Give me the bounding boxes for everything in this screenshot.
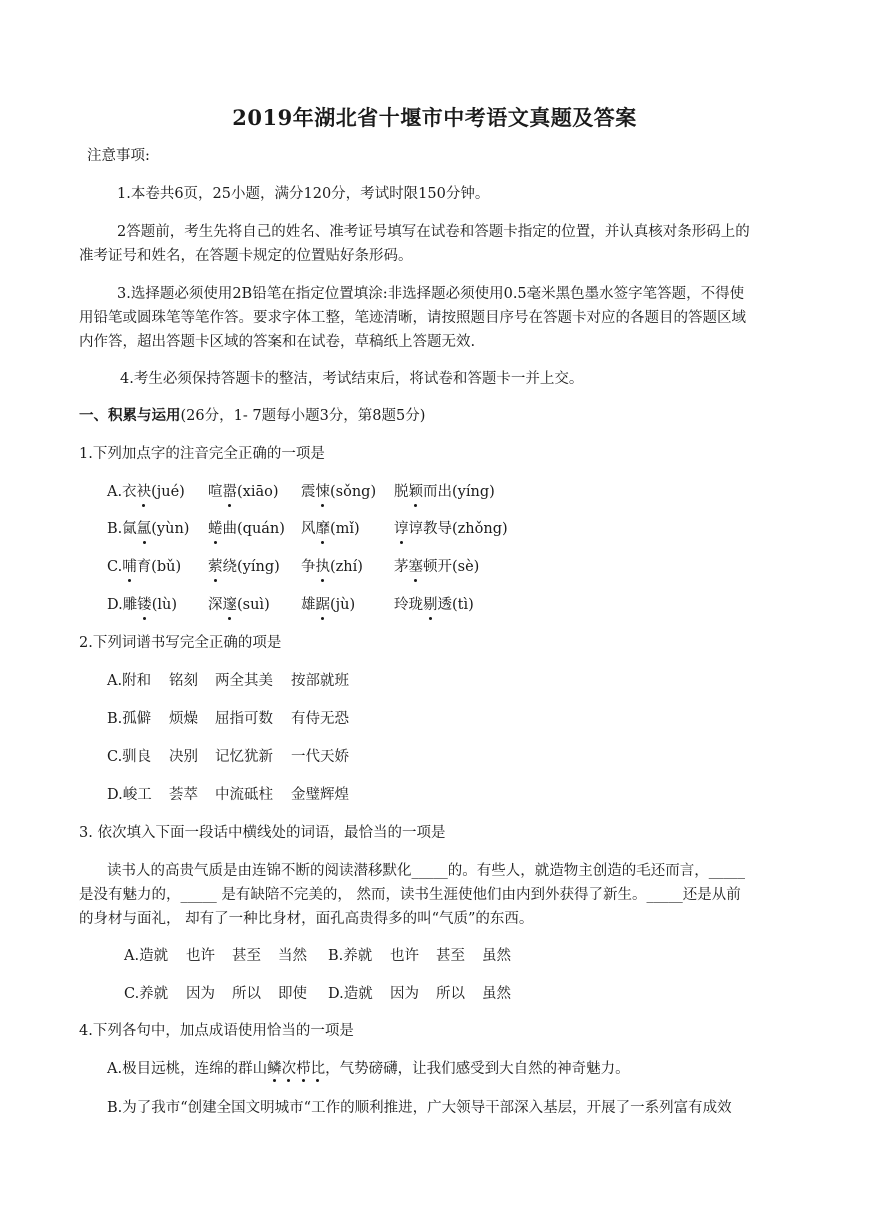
q3-a-2: 也许 — [186, 948, 215, 964]
q2-b-2: 烦燥 — [169, 711, 198, 727]
q2-c-1: C.驯良 — [107, 749, 152, 765]
q2-b-1: B.孤僻 — [107, 711, 152, 727]
q1-b-1: B.氤氲(yùn) — [107, 521, 190, 537]
q2-c-4: 一代天娇 — [291, 749, 349, 765]
q1-d-4: 玲珑剔透(tì) — [394, 597, 474, 613]
q4-option-b: B.为了我市“创建全国文明城市“工作的顺利推进，广大领导干部深入基层，开展了一系列富有成效 — [107, 1100, 732, 1116]
q3-options-row-2 — [124, 984, 511, 1004]
notice-item-4: 4.考生必须保持答题卡的整洁，考试结束后，将试卷和答题卡一并上交。 — [120, 371, 584, 387]
q3-passage-3: 的身材与面礼， 却有了一种比身材，面孔高贵得多的叫“气质”的东西。 — [79, 911, 534, 927]
q3-d-3: 所以 — [436, 986, 465, 1002]
notice-item-3-cont-2: 内作答，超出答题卡区域的答案和在试卷，草稿纸上答题无效. — [79, 334, 476, 350]
q2-b-3: 屈指可数 — [215, 711, 273, 727]
q2-d-4: 金璧辉煌 — [291, 787, 349, 803]
q1-a-3: 震悚(sǒng) — [301, 484, 377, 500]
notice-item-1: 1.本卷共6页，25小题，满分120分，考试时限150分钟。 — [117, 186, 490, 202]
q3-c-3: 所以 — [232, 986, 261, 1002]
q2-d-2: 荟萃 — [169, 787, 198, 803]
q2-d-3: 中流砥柱 — [215, 787, 273, 803]
q2-a-3: 两全其美 — [215, 673, 273, 689]
q2-option-a — [107, 671, 349, 691]
q3-option-a: A.造就 — [124, 948, 169, 964]
q2-a-4: 按部就班 — [291, 673, 349, 689]
q2-d-1: D.峻工 — [107, 787, 152, 803]
q3-a-3: 甚至 — [232, 948, 261, 964]
q3-d-2: 因为 — [390, 986, 419, 1002]
notice-item-3-cont-1: 用铅笔或圆珠笔等笔作答。要求字体工整，笔迹清晰，请按照题目序号在答题卡对应的各题目的答题区域 — [79, 310, 746, 326]
q1-option-a — [107, 482, 495, 502]
q4-option-a: A.极目远桃，连绵的群山鳞次栉比，气势磅礴，让我们感受到大自然的神奇魅力。 — [107, 1061, 630, 1077]
q3-option-c: C.养就 — [124, 986, 169, 1002]
q1-a-4: 脱颖而出(yíng) — [394, 484, 495, 500]
q1-b-2: 蜷曲(quán) — [208, 521, 285, 537]
q2-a-1: A.附和 — [107, 673, 152, 689]
q2-c-3: 记忆犹新 — [215, 749, 273, 765]
q1-b-3: 风靡(mǐ) — [301, 521, 360, 537]
q1-c-1: C.哺育(bǔ) — [107, 559, 182, 575]
q3-b-2: 也许 — [390, 948, 419, 964]
q1-c-2: 萦绕(yíng) — [208, 559, 280, 575]
notice-item-2: 2答题前，考生先将自己的姓名、准考证号填写在试卷和答题卡指定的位置，并认真核对条形码上的 — [117, 224, 750, 240]
q1-a-2: 喧嚣(xiāo) — [208, 484, 279, 500]
q1-option-d — [107, 595, 474, 615]
q2-c-2: 决别 — [169, 749, 198, 765]
section-note: (26分，1- 7题每小题3分，第8题5分) — [180, 408, 426, 424]
q2-stem: 2.下列词谱书写完全正确的项是 — [79, 635, 282, 651]
document-title: 2019年湖北省十堰市中考语文真题及答案 — [232, 105, 637, 130]
notice-heading: 注意事项: — [87, 148, 150, 164]
q2-option-d — [107, 785, 349, 805]
q3-b-3: 甚至 — [436, 948, 465, 964]
q3-option-b: B.养就 — [328, 948, 373, 964]
q1-a-1: A.衣袂(jué) — [107, 484, 185, 500]
q1-d-2: 深邃(suì) — [208, 597, 270, 613]
q2-b-4: 有侍无恐 — [291, 711, 349, 727]
q3-b-4: 虽然 — [482, 948, 511, 964]
q2-option-b — [107, 709, 349, 729]
q3-a-4: 当然 — [278, 948, 307, 964]
q3-d-4: 虽然 — [482, 986, 511, 1002]
notice-item-3: 3.选择题必须使用2B铅笔在指定位置填涂:非选择题必须使用0.5毫米黑色墨水签字笔答题，不得使 — [117, 286, 745, 302]
q3-passage-1: 读书人的高贵气质是由连锦不断的阅读潜移默化_____的。有些人，就造物主创造的毛还而言，_____ — [107, 863, 745, 879]
q1-option-c — [107, 557, 479, 577]
q4-stem: 4.下列各句中，加点成语使用恰当的一项是 — [79, 1023, 354, 1039]
q3-option-d: D.造就 — [328, 986, 373, 1002]
q3-c-4: 即使 — [278, 986, 307, 1002]
section-heading — [79, 406, 425, 426]
q1-stem: 1.下列加点字的注音完全正确的一项是 — [79, 446, 325, 462]
q1-c-4: 茅塞顿开(sè) — [394, 559, 480, 575]
q3-c-2: 因为 — [186, 986, 215, 1002]
notice-item-2-cont: 准考证号和姓名，在答题卡规定的位置贴好条形码。 — [79, 248, 413, 264]
q1-b-4: 谆谆教导(zhǒng) — [394, 521, 508, 537]
q1-option-b — [107, 519, 508, 539]
q3-options-row-1 — [124, 946, 511, 966]
q3-passage-2: 是没有魅力的，_____ 是有缺陪不完美的， 然而，读书生涯使他们由内到外获得了新生。_____还是从前 — [79, 887, 741, 903]
q1-c-3: 争执(zhí) — [301, 559, 363, 575]
q2-a-2: 铭刻 — [169, 673, 198, 689]
q3-stem: 3. 依次填入下面一段话中横线处的词语，最恰当的一项是 — [79, 825, 446, 841]
q1-d-3: 雄踞(jù) — [301, 597, 356, 613]
section-title: 一、积累与运用 — [79, 407, 181, 424]
q2-option-c — [107, 747, 349, 767]
q1-d-1: D.雕镂(lù) — [107, 597, 178, 613]
